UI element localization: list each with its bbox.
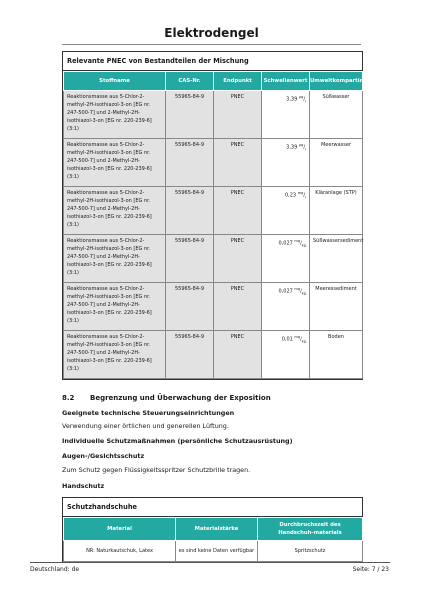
substance-name: Reaktionsmasse aus 5-Chlor-2-methyl-2H-isothiazol-3-on [EG nr. 247-500-7] und 2-Methyl-2H-isothiazol-3-on [EG nr. 220-239-6] (3:1) [64,331,166,379]
glove-heading: Schutzhandschuhe [63,498,362,517]
glove-breakthrough: Spritzschutz [258,541,363,562]
table-row [64,283,363,331]
compartment: Süßwassersediment [310,235,363,283]
page-title: Elektrodengel [164,26,259,40]
table-row [64,187,363,235]
tech-controls-heading: Geeignete technische Steuerungseinrichtungen [62,409,235,417]
compartment: Süßwasser [310,91,363,139]
table-row [64,91,363,139]
cas-number: 55965-84-9 [166,235,214,283]
threshold-number: 0,23 [284,192,297,199]
col-header-breakthrough: Durchbruchszeit des Handschuh-materials [258,518,363,541]
unit-denominator: l [305,195,306,200]
threshold-value: 0,23 $^{mg}/_l$ [262,187,310,235]
endpoint: PNEC [214,139,262,187]
unit-numerator: µg [298,95,304,99]
threshold-value: 0,01 $^{mg}/_{kg}$ [262,331,310,379]
substance-name: Reaktionsmasse aus 5-Chlor-2-methyl-2H-isothiazol-3-on [EG nr. 247-500-7] und 2-Methyl-2H-isothiazol-3-on [EG nr. 220-239-6] (3:1) [64,187,166,235]
table-row [64,139,363,187]
unit-denominator: kg [301,243,306,248]
footer-country: Deutschland: de [30,566,80,573]
glove-table-box [62,497,363,563]
substance-name: Reaktionsmasse aus 5-Chlor-2-methyl-2H-isothiazol-3-on [EG nr. 247-500-7] und 2-Methyl-2H-isothiazol-3-on [EG nr. 220-239-6] (3:1) [64,235,166,283]
unit-denominator: l [305,147,306,152]
glove-thickness: es sind keine Daten verfügbar [176,541,258,562]
cas-number: 55965-84-9 [166,283,214,331]
cas-number: 55965-84-9 [166,139,214,187]
threshold-number: 0,027 [278,240,293,247]
eye-protection-text: Zum Schutz gegen Flüssigkeitsspritzer Schutzbrille tragen. [62,466,251,474]
cas-number: 55965-84-9 [166,331,214,379]
col-header-cas: CAS-Nr. [166,72,214,91]
unit-numerator: µg [298,143,304,147]
compartment: Meerwasser [310,139,363,187]
substance-name: Reaktionsmasse aus 5-Chlor-2-methyl-2H-isothiazol-3-on [EG nr. 247-500-7] und 2-Methyl-2H-isothiazol-3-on [EG nr. 220-239-6] (3:1) [64,283,166,331]
compartment: Kläranlage (STP) [310,187,363,235]
col-header-material: Material [64,518,176,541]
endpoint: PNEC [214,331,262,379]
unit-denominator: l [305,99,306,104]
pnec-table-box [62,51,375,380]
col-header-umweltkompartiment: Umweltkompartiment [310,72,363,91]
endpoint: PNEC [214,283,262,331]
glove-material: NR: Naturkautschuk, Latex [64,541,176,562]
endpoint: PNEC [214,235,262,283]
table-row [64,235,363,283]
threshold-value: 3,39 $^{\mu g}/_l$ [262,91,310,139]
threshold-number: 3,39 [286,144,298,151]
tech-controls-text: Verwendung einer örtlichen und generellen Lüftung. [62,422,229,430]
section-title: Begrenzung und Überwachung der Exposition [90,394,271,402]
table-row [64,541,363,562]
substance-name: Reaktionsmasse aus 5-Chlor-2-methyl-2H-isothiazol-3-on [EG nr. 247-500-7] und 2-Methyl-2H-isothiazol-3-on [EG nr. 220-239-6] (3:1) [64,91,166,139]
threshold-number: 0,01 [281,336,293,343]
eye-protection-heading: Augen-/Gesichtsschutz [62,452,145,460]
pnec-table [63,71,375,379]
footer-divider [30,562,390,563]
footer-page-number: Seite: 7 / 23 [352,566,389,573]
unit-numerator: mg [297,191,304,195]
threshold-number: 0,027 [278,288,293,295]
compartment: Meeressediment [310,283,363,331]
hand-protection-heading: Handschutz [62,482,105,490]
glove-table [63,517,363,562]
section-number: 8.2 [62,394,75,402]
unit-numerator: mg [294,287,301,291]
threshold-number: 3,39 [286,96,298,103]
col-header-stoffname: Stoffname [64,72,166,91]
ppe-heading: Individuelle Schutzmaßnahmen (persönliche Schutzausrüstung) [62,437,293,445]
endpoint: PNEC [214,187,262,235]
pnec-heading: Relevante PNEC von Bestandteilen der Mischung [63,52,362,71]
col-header-endpunkt: Endpunkt [214,72,262,91]
endpoint: PNEC [214,91,262,139]
threshold-value: 0,027 $^{mg}/_{kg}$ [262,235,310,283]
threshold-value: 3,39 $^{\mu g}/_l$ [262,139,310,187]
title-divider [62,44,361,45]
col-header-thickness: Materialstärke [176,518,258,541]
threshold-value: 0,027 $^{mg}/_{kg}$ [262,283,310,331]
unit-denominator: kg [301,291,306,296]
cas-number: 55965-84-9 [166,187,214,235]
substance-name: Reaktionsmasse aus 5-Chlor-2-methyl-2H-isothiazol-3-on [EG nr. 247-500-7] und 2-Methyl-2H-isothiazol-3-on [EG nr. 220-239-6] (3:1) [64,139,166,187]
table-row [64,331,363,379]
unit-numerator: mg [294,335,301,339]
unit-numerator: mg [294,239,301,243]
cas-number: 55965-84-9 [166,91,214,139]
col-header-schwellenwert: Schwellenwert [262,72,310,91]
compartment: Boden [310,331,363,379]
unit-denominator: kg [301,339,306,344]
